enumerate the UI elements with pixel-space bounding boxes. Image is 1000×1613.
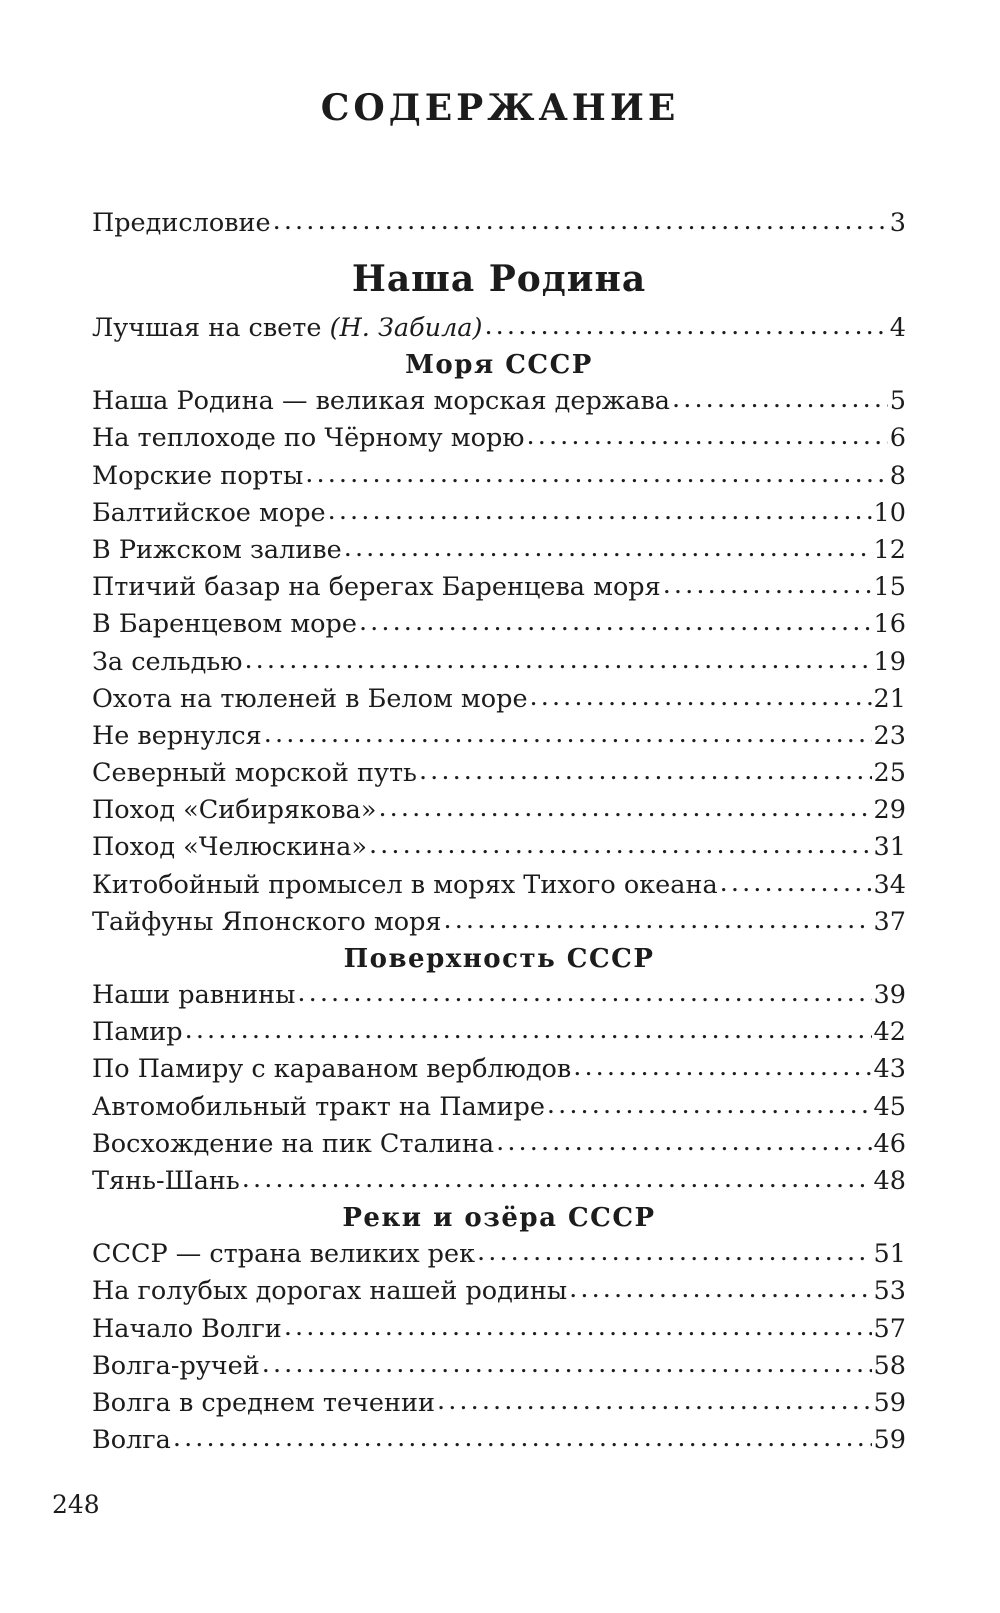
toc-entry-text: Тайфуны Японского моря [92,906,442,937]
dot-leader [672,381,888,418]
subsection-heading: Моря СССР [405,350,593,381]
toc-entry [92,867,906,904]
toc-entry-author: (Н. Забила) [329,313,483,343]
section-heading: Наша Родина [351,258,647,300]
dot-leader [484,308,887,345]
toc-entry-page: 3 [889,208,906,238]
dot-leader [284,1309,872,1346]
toc-entry-page: 4 [889,313,906,343]
toc-entry-text: Наша Родина — великая морская держава [92,386,671,417]
toc-entry [92,1422,906,1459]
toc-entry [92,310,906,347]
toc-entry [92,718,906,755]
toc-entry-text: СССР — страна великих рек [92,1239,476,1270]
dot-leader [530,679,872,716]
dot-leader [244,642,871,679]
subsections-container [92,347,906,1459]
toc-entry-page: 53 [873,1276,906,1307]
toc-entry-page: 51 [873,1239,906,1270]
toc-entry-page: 8 [889,460,906,491]
toc-entry [92,977,906,1014]
toc-entry-page: 39 [873,980,906,1010]
toc-entry [92,1348,906,1385]
subsection-heading: Реки и озёра СССР [342,1203,656,1234]
toc-entry-text: Птичий базар на берегах Баренцева моря [92,572,661,603]
toc-entry-page: 48 [873,1165,906,1196]
toc-entry [92,383,906,420]
toc-entry-text: Предисловие [92,208,271,238]
toc-entry-text: Поход «Сибирякова» [92,795,377,826]
toc-entry-text: Северный морской путь [92,758,417,789]
toc-entry-page: 5 [889,386,906,417]
dot-leader [173,1420,872,1457]
dot-leader [573,1049,871,1086]
toc-entry [92,1089,906,1126]
toc-entry-text: Волга [92,1425,171,1456]
toc-entry [92,681,906,718]
dot-leader [369,827,872,864]
dot-leader [547,1087,872,1124]
toc-entry-page: 45 [873,1091,906,1122]
toc-entry [92,1311,906,1348]
toc-entry [92,755,906,792]
dot-leader [264,716,872,753]
dot-leader [663,567,872,604]
toc-entry-text: Автомобильный тракт на Памире [92,1091,545,1122]
toc-entry-text: В Рижском заливе [92,534,342,565]
toc-entry [92,1236,906,1273]
dot-leader [496,1124,871,1161]
toc-entry-page: 43 [873,1054,906,1085]
toc-entry-text: Волга в среднем течении [92,1387,435,1418]
toc-entry-page: 31 [873,832,906,863]
toc-entry [92,644,906,681]
dot-leader [569,1271,871,1308]
toc-entry-text: Начало Волги [92,1313,282,1344]
toc-entry-text: Китобойный промысел в морях Тихого океана [92,869,718,900]
toc-entry [92,1385,906,1422]
toc-entry-page: 46 [873,1128,906,1159]
toc-entry-text: Поход «Челюскина» [92,832,367,863]
dot-leader [437,1383,872,1420]
toc-entry-page: 10 [873,497,906,528]
toc-entry-text: За сельдью [92,646,243,677]
toc-entry-text: Балтийское море [92,497,326,528]
toc-entry-page: 23 [873,720,906,751]
toc-entry [92,420,906,457]
toc-entry-text: Охота на тюленей в Белом море [92,683,528,714]
toc-entry-page: 29 [873,795,906,826]
toc-entry [92,569,906,606]
toc-entry-page: 6 [889,423,906,454]
toc-entry-page: 19 [873,646,906,677]
dot-leader [262,1346,872,1383]
toc-entry [92,606,906,643]
toc-entry [92,495,906,532]
dot-leader [419,753,872,790]
page-title: СОДЕРЖАНИЕ [320,87,680,129]
toc-entry-title: Лучшая на свете [92,313,330,343]
toc-entry-text: Наши равнины [92,980,296,1010]
dot-leader [444,902,872,939]
toc-entry [92,904,906,941]
dot-leader [297,975,871,1012]
toc-entry-text: На теплоходе по Чёрному морю [92,423,525,454]
toc-entry-page: 59 [873,1425,906,1456]
toc-entry-page: 37 [873,906,906,937]
toc-entry-text: В Баренцевом море [92,609,357,640]
toc-entry [92,1273,906,1310]
dot-leader [273,196,888,246]
toc-entry-text: Тянь-Шань [92,1165,240,1196]
page-number: 248 [52,1490,100,1519]
toc-entry-text [92,310,482,347]
dot-leader [359,604,872,641]
dot-leader [527,418,888,455]
dot-leader [378,790,871,827]
toc-entry-preface [92,198,906,248]
toc-entry-text: Не вернулся [92,720,262,751]
toc-entry-text: Морские порты [92,460,304,491]
toc-entry-page: 57 [873,1313,906,1344]
dot-leader [477,1234,872,1271]
toc-entry [92,829,906,866]
toc-entry-page: 42 [873,1017,906,1048]
toc-entry-page: 16 [873,609,906,640]
dot-leader [720,865,872,902]
toc-entry-text: Волга-ручей [92,1350,260,1381]
table-of-contents [92,198,906,1459]
dot-leader [242,1161,872,1198]
dot-leader [185,1012,872,1049]
toc-entry-page: 34 [873,869,906,900]
toc-entry [92,1126,906,1163]
dot-leader [328,493,872,530]
subsection-heading: Поверхность СССР [343,944,655,974]
toc-entry-page: 59 [873,1387,906,1418]
dot-leader [344,530,872,567]
toc-entry-text: На голубых дорогах нашей родины [92,1276,568,1307]
toc-entry-page: 25 [873,758,906,789]
toc-entry [92,1051,906,1088]
toc-entry [92,1014,906,1051]
toc-entry [92,458,906,495]
toc-entry [92,532,906,569]
toc-entry-text: Памир [92,1017,183,1048]
toc-entry [92,792,906,829]
toc-entry-page: 58 [873,1350,906,1381]
toc-entry-page: 12 [873,534,906,565]
toc-entry-page: 15 [873,572,906,603]
toc-entry-text: Восхождение на пик Сталина [92,1128,495,1159]
toc-entry-text: По Памиру с караваном верблюдов [92,1054,572,1085]
toc-entry-page: 21 [873,683,906,714]
dot-leader [305,456,887,493]
toc-entry [92,1163,906,1200]
